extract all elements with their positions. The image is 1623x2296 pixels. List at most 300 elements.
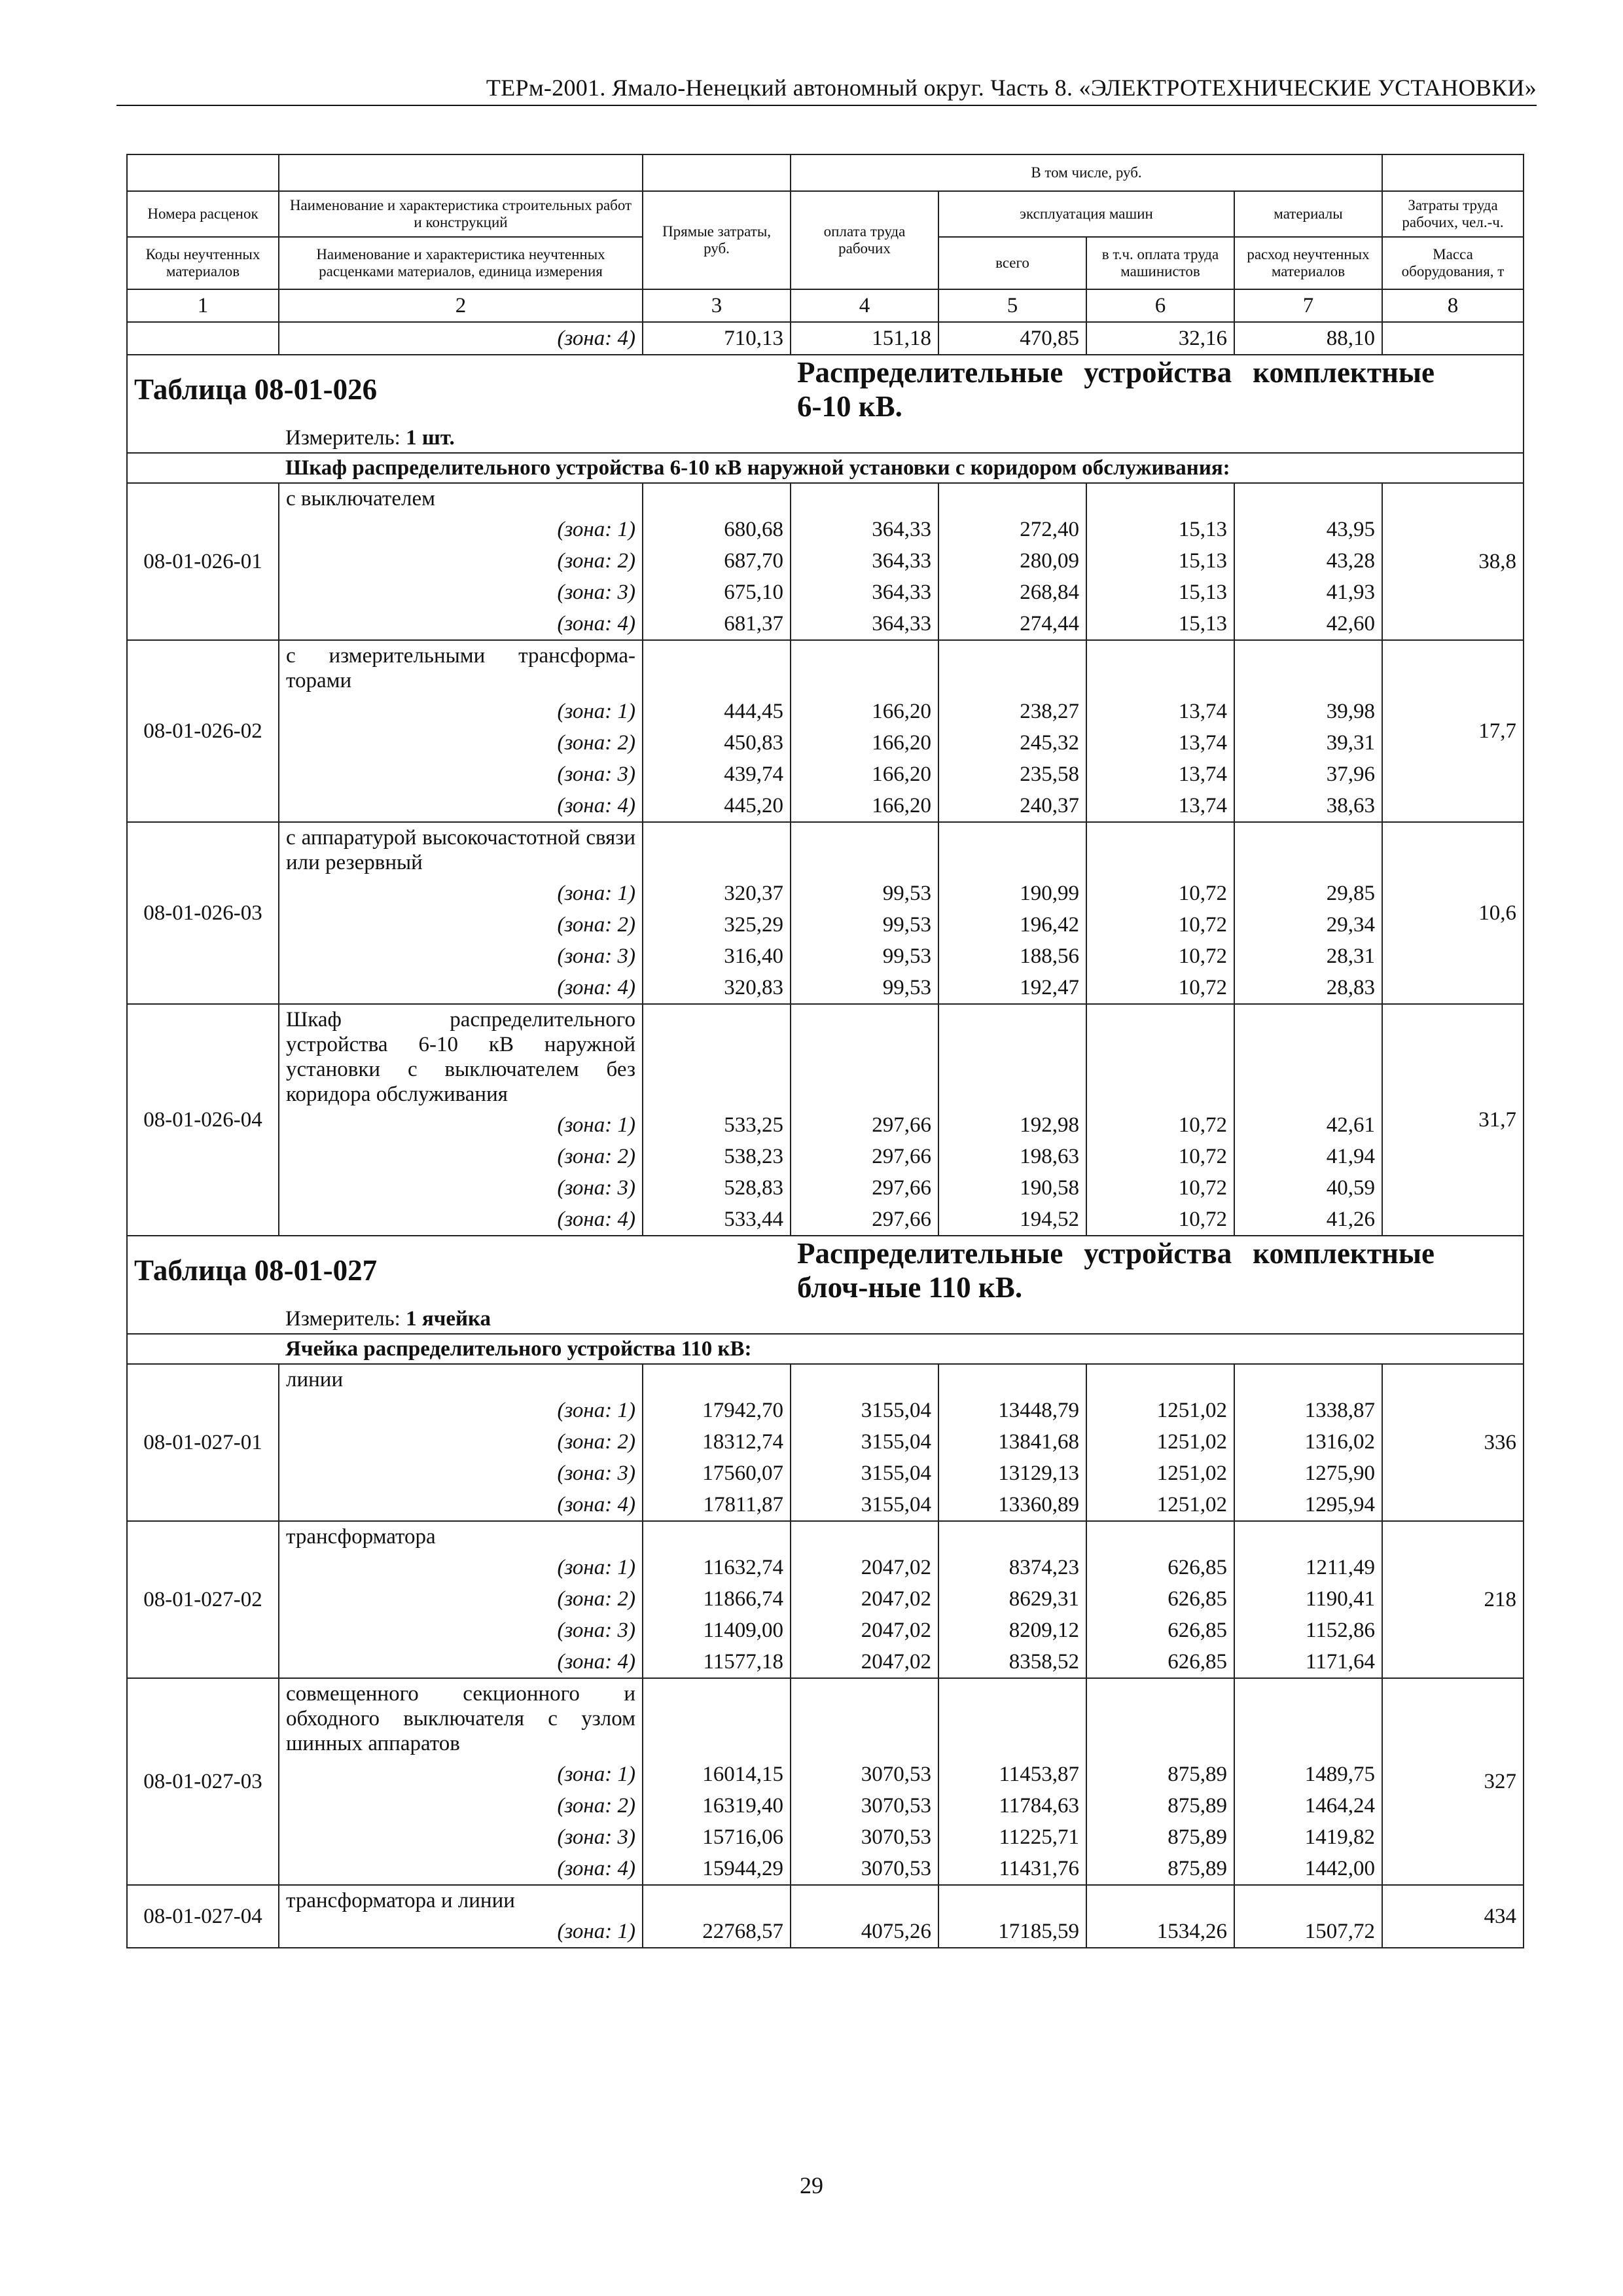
blank (643, 1885, 791, 1916)
labor-cost: 297,66 (791, 1141, 938, 1172)
machines-total: 268,84 (938, 577, 1086, 608)
direct-cost: 444,45 (643, 696, 791, 727)
col-materials-header: материалы (1234, 191, 1382, 237)
machines-total: 235,58 (938, 759, 1086, 790)
blank (1086, 483, 1234, 514)
blank (1234, 1521, 1382, 1552)
machines-total: 8629,31 (938, 1583, 1086, 1615)
blank (127, 1334, 279, 1364)
machines-labor: 626,85 (1086, 1615, 1234, 1646)
col-mass-header: Масса оборудования, т (1382, 237, 1524, 289)
zone-label: (зона: 3) (279, 1458, 643, 1489)
measure-value: 1 шт. (406, 426, 455, 450)
col-labor-cost-header: Затраты труда рабочих, чел.-ч. (1382, 191, 1524, 237)
machines-total: 240,37 (938, 790, 1086, 822)
zone-row (127, 1204, 1524, 1236)
col-code-header: Номера расценок (127, 191, 279, 237)
machines-labor: 32,16 (1086, 322, 1234, 355)
zone-label: (зона: 4) (279, 608, 643, 640)
materials: 29,85 (1234, 878, 1382, 909)
machines-total: 274,44 (938, 608, 1086, 640)
table-label: Таблица 08-01-026 (127, 355, 791, 423)
direct-cost: 528,83 (643, 1172, 791, 1204)
machines-labor: 13,74 (1086, 759, 1234, 790)
blank (1086, 1004, 1234, 1109)
labor-cost: 151,18 (791, 322, 938, 355)
direct-cost: 17560,07 (643, 1458, 791, 1489)
rate-name-row (127, 483, 1524, 514)
blank (643, 1521, 791, 1552)
direct-cost: 681,37 (643, 608, 791, 640)
labor-cost-hours: 218 (1382, 1521, 1524, 1678)
zone-label: (зона: 1) (279, 1916, 643, 1948)
zone-row (127, 608, 1524, 640)
col-name2-header: Наименование и характеристика неучтенных расценками материалов, единица измерения (279, 237, 643, 289)
zone-label: (зона: 1) (279, 1395, 643, 1426)
rate-code: 08-01-026-02 (127, 640, 279, 822)
direct-cost: 11577,18 (643, 1646, 791, 1678)
materials: 28,31 (1234, 941, 1382, 972)
zone-label: (зона: 4) (279, 322, 643, 355)
blank (1234, 1885, 1382, 1916)
direct-cost: 687,70 (643, 545, 791, 577)
labor-cost: 2047,02 (791, 1646, 938, 1678)
column-number: 4 (791, 289, 938, 322)
machines-labor: 1251,02 (1086, 1489, 1234, 1521)
machines-labor: 13,74 (1086, 790, 1234, 822)
machines-labor: 13,74 (1086, 696, 1234, 727)
machines-total: 11431,76 (938, 1853, 1086, 1885)
rate-name: трансформатора и линии (279, 1885, 643, 1916)
zone-row (127, 1916, 1524, 1948)
table-title-row (127, 1236, 1524, 1304)
zone-label: (зона: 2) (279, 1790, 643, 1821)
labor-cost: 364,33 (791, 577, 938, 608)
blank (1086, 1885, 1234, 1916)
zone-row (127, 1109, 1524, 1141)
measure-unit (279, 423, 1524, 453)
zone-row (127, 545, 1524, 577)
machines-labor: 15,13 (1086, 545, 1234, 577)
page-number: 29 (800, 2172, 823, 2198)
machines-total: 11225,71 (938, 1821, 1086, 1853)
materials: 1316,02 (1234, 1426, 1382, 1458)
zone-label: (зона: 4) (279, 1646, 643, 1678)
incl-header: В том числе, руб. (791, 154, 1382, 191)
machines-total: 190,99 (938, 878, 1086, 909)
running-header: ТЕРм-2001. Ямало-Ненецкий автономный округ. Часть 8. «ЭЛЕКТРОТЕХНИЧЕСКИЕ УСТАНОВКИ» (116, 73, 1537, 106)
measure-unit (279, 1304, 1524, 1334)
machines-labor: 10,72 (1086, 909, 1234, 941)
machines-labor: 15,13 (1086, 514, 1234, 545)
zone-label: (зона: 4) (279, 1204, 643, 1236)
materials: 1211,49 (1234, 1552, 1382, 1583)
direct-cost: 11632,74 (643, 1552, 791, 1583)
labor-cost: 3070,53 (791, 1759, 938, 1790)
blank (1234, 1004, 1382, 1109)
column-number: 1 (127, 289, 279, 322)
direct-cost: 16319,40 (643, 1790, 791, 1821)
materials: 41,94 (1234, 1141, 1382, 1172)
materials: 39,31 (1234, 727, 1382, 759)
labor-cost: 2047,02 (791, 1583, 938, 1615)
zone-row (127, 727, 1524, 759)
rate-name-row (127, 1885, 1524, 1916)
labor-cost: 3070,53 (791, 1821, 938, 1853)
measure-label: Измеритель: (285, 1307, 401, 1331)
machines-labor: 10,72 (1086, 1109, 1234, 1141)
zone-row (127, 1172, 1524, 1204)
zone-label: (зона: 2) (279, 1426, 643, 1458)
rate-name: с аппаратурой высокочастотной связи или резервный (279, 822, 643, 878)
labor-cost: 99,53 (791, 941, 938, 972)
direct-cost: 533,44 (643, 1204, 791, 1236)
blank (938, 483, 1086, 514)
machines-total: 8374,23 (938, 1552, 1086, 1583)
direct-cost: 675,10 (643, 577, 791, 608)
col-materials-sub-header: расход неучтенных материалов (1234, 237, 1382, 289)
blank (1086, 1678, 1234, 1759)
direct-cost: 316,40 (643, 941, 791, 972)
direct-cost: 533,25 (643, 1109, 791, 1141)
measure-row (127, 423, 1524, 453)
zone-label: (зона: 2) (279, 727, 643, 759)
machines-total: 13360,89 (938, 1489, 1086, 1521)
rate-name-row (127, 1521, 1524, 1552)
zone-row (127, 972, 1524, 1004)
materials: 43,95 (1234, 514, 1382, 545)
zone-row (127, 696, 1524, 727)
machines-total: 8358,52 (938, 1646, 1086, 1678)
machines-labor: 15,13 (1086, 608, 1234, 640)
rate-code: 08-01-026-01 (127, 483, 279, 640)
labor-cost-hours: 434 (1382, 1885, 1524, 1948)
machines-labor: 875,89 (1086, 1853, 1234, 1885)
column-number: 5 (938, 289, 1086, 322)
labor-cost: 166,20 (791, 759, 938, 790)
direct-cost: 320,37 (643, 878, 791, 909)
rate-code: 08-01-026-03 (127, 822, 279, 1004)
labor-cost: 166,20 (791, 790, 938, 822)
zone-row (127, 1853, 1524, 1885)
machines-total: 470,85 (938, 322, 1086, 355)
materials: 29,34 (1234, 909, 1382, 941)
direct-cost: 17811,87 (643, 1489, 791, 1521)
machines-labor: 15,13 (1086, 577, 1234, 608)
materials: 38,63 (1234, 790, 1382, 822)
direct-cost: 320,83 (643, 972, 791, 1004)
col-labor-header: оплата труда рабочих (791, 191, 938, 289)
labor-cost: 3155,04 (791, 1489, 938, 1521)
rate-name: Шкаф распределительного устройства 6-10 кВ наружной установки с выключателем без коридора обслуживания (279, 1004, 643, 1109)
zone-label: (зона: 3) (279, 941, 643, 972)
machines-total: 11453,87 (938, 1759, 1086, 1790)
materials: 1171,64 (1234, 1646, 1382, 1678)
measure-label: Измеритель: (285, 426, 401, 450)
blank (938, 1885, 1086, 1916)
materials: 28,83 (1234, 972, 1382, 1004)
labor-cost: 3070,53 (791, 1790, 938, 1821)
direct-cost: 538,23 (643, 1141, 791, 1172)
zone-label: (зона: 3) (279, 1615, 643, 1646)
rate-code: 08-01-026-04 (127, 1004, 279, 1236)
zone-row (127, 790, 1524, 822)
blank (938, 1521, 1086, 1552)
blank (643, 1364, 791, 1395)
column-number: 2 (279, 289, 643, 322)
blank (938, 1364, 1086, 1395)
rates-table (126, 154, 1524, 1948)
machines-total: 13129,13 (938, 1458, 1086, 1489)
materials: 39,98 (1234, 696, 1382, 727)
machines-labor: 10,72 (1086, 878, 1234, 909)
machines-labor: 10,72 (1086, 972, 1234, 1004)
rate-code: 08-01-027-03 (127, 1678, 279, 1885)
direct-cost: 11866,74 (643, 1583, 791, 1615)
zone-row (127, 1426, 1524, 1458)
column-number: 3 (643, 289, 791, 322)
machines-total: 192,98 (938, 1109, 1086, 1141)
col-machines-total-header: всего (938, 237, 1086, 289)
zone-row (127, 1552, 1524, 1583)
table-title: Распределительные устройства комплектные блоч-ные 110 кВ. (791, 1236, 1524, 1304)
machines-total: 280,09 (938, 545, 1086, 577)
zone-label: (зона: 4) (279, 790, 643, 822)
labor-cost: 166,20 (791, 727, 938, 759)
rate-name: с выключателем (279, 483, 643, 514)
labor-cost: 2047,02 (791, 1552, 938, 1583)
zone-row (127, 1790, 1524, 1821)
table-title-row (127, 355, 1524, 423)
rate-name-row (127, 1678, 1524, 1759)
machines-total: 238,27 (938, 696, 1086, 727)
zone-row (127, 1458, 1524, 1489)
machines-labor: 875,89 (1086, 1759, 1234, 1790)
materials: 1338,87 (1234, 1395, 1382, 1426)
zone-row (127, 1646, 1524, 1678)
direct-cost: 16014,15 (643, 1759, 791, 1790)
zone-label: (зона: 3) (279, 577, 643, 608)
rate-code: 08-01-027-02 (127, 1521, 279, 1678)
direct-cost: 445,20 (643, 790, 791, 822)
labor-cost: 297,66 (791, 1204, 938, 1236)
blank (791, 1678, 938, 1759)
machines-labor: 10,72 (1086, 1141, 1234, 1172)
blank (1086, 640, 1234, 696)
labor-cost: 99,53 (791, 909, 938, 941)
direct-cost: 450,83 (643, 727, 791, 759)
rate-name-row (127, 640, 1524, 696)
machines-total: 11784,63 (938, 1790, 1086, 1821)
subheading: Ячейка распределительного устройства 110 кВ: (279, 1334, 1524, 1364)
col-name-header: Наименование и характеристика строительных работ и конструкций (279, 191, 643, 237)
materials: 42,60 (1234, 608, 1382, 640)
blank (938, 640, 1086, 696)
blank (643, 640, 791, 696)
blank (791, 1364, 938, 1395)
zone-label: (зона: 2) (279, 1141, 643, 1172)
zone-label: (зона: 1) (279, 696, 643, 727)
labor-cost: 3155,04 (791, 1426, 938, 1458)
column-number: 7 (1234, 289, 1382, 322)
materials: 40,59 (1234, 1172, 1382, 1204)
materials: 42,61 (1234, 1109, 1382, 1141)
blank (1234, 1678, 1382, 1759)
blank (1086, 1521, 1234, 1552)
col-direct-header: Прямые затраты, руб. (643, 191, 791, 289)
blank (127, 453, 279, 483)
measure-value: 1 ячейка (406, 1307, 491, 1331)
machines-labor: 10,72 (1086, 1172, 1234, 1204)
zone-label: (зона: 4) (279, 972, 643, 1004)
labor-cost: 364,33 (791, 608, 938, 640)
rate-name: линии (279, 1364, 643, 1395)
zone-row (127, 909, 1524, 941)
materials: 37,96 (1234, 759, 1382, 790)
labor-cost: 297,66 (791, 1172, 938, 1204)
column-number: 6 (1086, 289, 1234, 322)
materials: 1442,00 (1234, 1853, 1382, 1885)
blank (791, 1521, 938, 1552)
zone-row (127, 1759, 1524, 1790)
machines-total: 8209,12 (938, 1615, 1086, 1646)
machines-total: 198,63 (938, 1141, 1086, 1172)
machines-total: 192,47 (938, 972, 1086, 1004)
direct-cost: 15944,29 (643, 1853, 791, 1885)
machines-labor: 10,72 (1086, 1204, 1234, 1236)
blank (1234, 640, 1382, 696)
zone-row (127, 878, 1524, 909)
machines-labor: 875,89 (1086, 1790, 1234, 1821)
blank (938, 822, 1086, 878)
direct-cost: 710,13 (643, 322, 791, 355)
direct-cost: 439,74 (643, 759, 791, 790)
machines-labor: 626,85 (1086, 1583, 1234, 1615)
zone-label: (зона: 2) (279, 909, 643, 941)
machines-labor: 1251,02 (1086, 1426, 1234, 1458)
rate-name: трансформатора (279, 1521, 643, 1552)
rate-name: с измерительными трансформа-торами (279, 640, 643, 696)
zone-label: (зона: 1) (279, 1552, 643, 1583)
materials: 43,28 (1234, 545, 1382, 577)
labor-cost: 2047,02 (791, 1615, 938, 1646)
zone-row (127, 1615, 1524, 1646)
rate-name-row (127, 1004, 1524, 1109)
blank (1086, 1364, 1234, 1395)
col-machines-header: эксплуатация машин (938, 191, 1234, 237)
blank (791, 822, 938, 878)
zone-row (127, 514, 1524, 545)
direct-cost: 15716,06 (643, 1821, 791, 1853)
materials: 1152,86 (1234, 1615, 1382, 1646)
direct-cost: 22768,57 (643, 1916, 791, 1948)
direct-cost: 17942,70 (643, 1395, 791, 1426)
col-machines-labor-header: в т.ч. оплата труда машинистов (1086, 237, 1234, 289)
machines-labor: 1251,02 (1086, 1458, 1234, 1489)
materials: 1507,72 (1234, 1916, 1382, 1948)
blank (791, 1885, 938, 1916)
labor-cost: 364,33 (791, 545, 938, 577)
rate-name: совмещенного секционного и обходного выключателя с узлом шинных аппаратов (279, 1678, 643, 1759)
materials: 41,93 (1234, 577, 1382, 608)
materials: 41,26 (1234, 1204, 1382, 1236)
labor-cost: 166,20 (791, 696, 938, 727)
subheading-row (127, 453, 1524, 483)
zone-row (127, 1583, 1524, 1615)
direct-cost: 11409,00 (643, 1615, 791, 1646)
zone-label: (зона: 1) (279, 514, 643, 545)
table-label: Таблица 08-01-027 (127, 1236, 791, 1304)
blank (938, 1004, 1086, 1109)
blank (127, 1304, 279, 1334)
zone-label: (зона: 3) (279, 1172, 643, 1204)
machines-total: 17185,59 (938, 1916, 1086, 1948)
materials: 88,10 (1234, 322, 1382, 355)
labor-cost: 297,66 (791, 1109, 938, 1141)
materials: 1464,24 (1234, 1790, 1382, 1821)
machines-total: 13841,68 (938, 1426, 1086, 1458)
subheading: Шкаф распределительного устройства 6-10 кВ наружной установки с коридором обслуживания: (279, 453, 1524, 483)
blank (643, 822, 791, 878)
blank (643, 1678, 791, 1759)
zone-row (127, 1489, 1524, 1521)
column-number: 8 (1382, 289, 1524, 322)
machines-labor: 1534,26 (1086, 1916, 1234, 1948)
labor-cost: 99,53 (791, 878, 938, 909)
zone-row (127, 1821, 1524, 1853)
table-title: Распределительные устройства комплектные 6-10 кВ. (791, 355, 1524, 423)
machines-total: 13448,79 (938, 1395, 1086, 1426)
zone-label: (зона: 2) (279, 545, 643, 577)
labor-cost: 99,53 (791, 972, 938, 1004)
direct-cost: 18312,74 (643, 1426, 791, 1458)
machines-total: 194,52 (938, 1204, 1086, 1236)
zone-row (127, 1395, 1524, 1426)
materials: 1275,90 (1234, 1458, 1382, 1489)
machines-labor: 626,85 (1086, 1646, 1234, 1678)
machines-labor: 1251,02 (1086, 1395, 1234, 1426)
machines-labor: 13,74 (1086, 727, 1234, 759)
blank (1234, 1364, 1382, 1395)
zone-label: (зона: 1) (279, 878, 643, 909)
blank (791, 640, 938, 696)
machines-total: 196,42 (938, 909, 1086, 941)
col-code2-header: Коды неучтенных материалов (127, 237, 279, 289)
blank (1234, 822, 1382, 878)
materials: 1190,41 (1234, 1583, 1382, 1615)
zone-label: (зона: 4) (279, 1489, 643, 1521)
blank (791, 1004, 938, 1109)
materials: 1295,94 (1234, 1489, 1382, 1521)
labor-cost-hours: 10,6 (1382, 822, 1524, 1004)
labor-cost-hours: 17,7 (1382, 640, 1524, 822)
machines-labor: 10,72 (1086, 941, 1234, 972)
labor-cost-hours: 336 (1382, 1364, 1524, 1521)
rate-code: 08-01-027-04 (127, 1885, 279, 1948)
zone-label: (зона: 1) (279, 1759, 643, 1790)
rate-name-row (127, 1364, 1524, 1395)
direct-cost: 325,29 (643, 909, 791, 941)
labor-cost-hours: 31,7 (1382, 1004, 1524, 1236)
machines-labor: 626,85 (1086, 1552, 1234, 1583)
zone-label: (зона: 2) (279, 1583, 643, 1615)
blank (127, 423, 279, 453)
machines-total: 190,58 (938, 1172, 1086, 1204)
blank (1234, 483, 1382, 514)
materials: 1419,82 (1234, 1821, 1382, 1853)
direct-cost: 680,68 (643, 514, 791, 545)
rate-code: 08-01-027-01 (127, 1364, 279, 1521)
